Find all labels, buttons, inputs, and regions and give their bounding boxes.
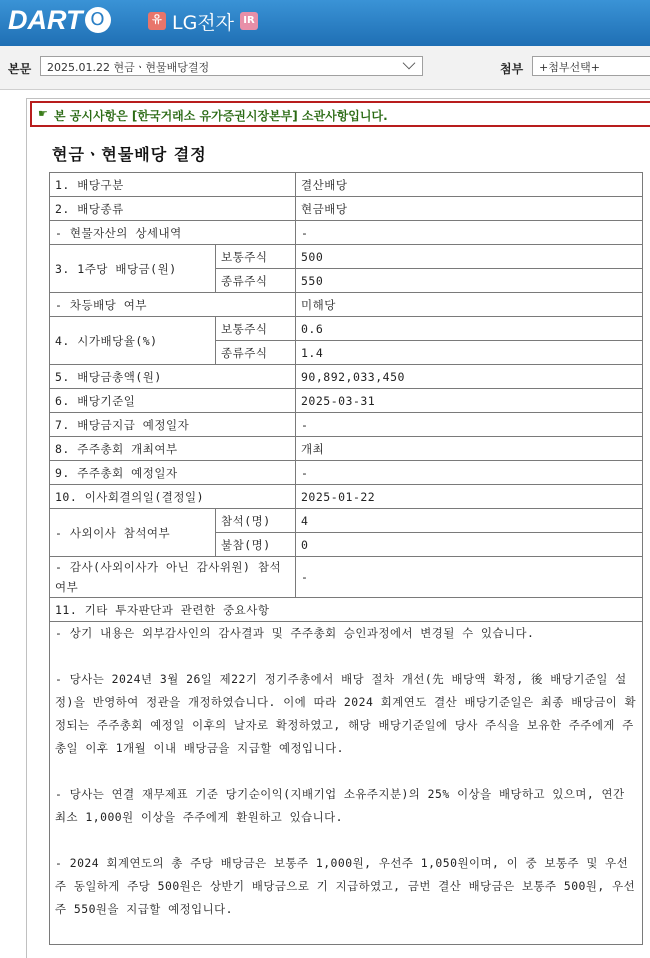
row-label: - 현물자산의 상세내역 [50,221,296,245]
remark-paragraph: - 상기 내용은 외부감사인의 감사결과 및 주주총회 승인과정에서 변경될 수 있습니다. [55,626,535,640]
table-row [50,389,643,413]
row-label: 1. 배당구분 [50,173,296,197]
row-sublabel: 보통주식 [216,245,296,269]
market-badge: 유 [148,12,166,30]
row-value: - [296,557,643,598]
document-select-bar [0,46,650,90]
logo-text: DART [8,4,83,35]
dart-logo[interactable] [8,3,111,37]
row-label: 6. 배당기준일 [50,389,296,413]
row-value: 550 [296,269,643,293]
row-sublabel: 종류주식 [216,341,296,365]
row-label: 3. 1주당 배당금(원) [50,245,216,293]
logo-mark-icon: O [85,7,111,33]
row-label: 5. 배당금총액(원) [50,365,296,389]
attachment-value: +첨부선택+ [539,61,600,74]
row-value: 0 [296,533,643,557]
row-value: 2025-01-22 [296,485,643,509]
remark-paragraph: - 당사는 연결 재무제표 기준 당기순이익(지배기업 소유주지분)의 25% 이상을 배당하고 있으며, 연간 최소 1,000원 이상을 주주에게 환원하고 있습니다. [55,787,625,824]
row-label: 10. 이사회결의일(결정일) [50,485,296,509]
row-value: 개최 [296,437,643,461]
table-row [50,485,643,509]
row-value: 0.6 [296,317,643,341]
dividend-table [49,172,643,945]
top-header-bar [0,0,650,46]
table-row [50,245,643,269]
row-value: - [296,413,643,437]
row-value: - [296,461,643,485]
remarks-cell [50,622,643,945]
row-sublabel: 종류주식 [216,269,296,293]
table-row [50,293,643,317]
main-doc-label: 본문 [8,62,32,76]
company-name[interactable]: LG전자 [172,12,235,34]
table-row [50,437,643,461]
row-label: 4. 시가배당율(%) [50,317,216,365]
notice-banner [30,101,650,127]
row-value: 1.4 [296,341,643,365]
table-row [50,197,643,221]
row-value: 4 [296,509,643,533]
table-row [50,598,643,622]
row-value: 현금배당 [296,197,643,221]
chevron-down-icon [403,57,416,70]
attachment-label: 첨부 [500,62,524,76]
notice-text: 본 공시사항은 [한국거래소 유가증권시장본부] 소관사항입니다. [54,109,388,123]
row-value: 500 [296,245,643,269]
row-label: - 감사(사외이사가 아닌 감사위원) 참석여부 [50,557,296,598]
table-row [50,557,643,598]
row-label: - 사외이사 참석여부 [50,509,216,557]
remark-paragraph: - 당사는 2024년 3월 26일 제22기 정기주총에서 배당 절차 개선(先 배당액 확정, 後 배당기준일 설정)을 반영하여 정관을 개정하였습니다. 이에 따라 2024 회계연도 결산 배당기준일은 최종 배당금이 확정되는 주주총회 예정일 이후의 날자로 확정하였고, 해당 배당기준일에 당사 주식을 보유한 주주에게 주총일 이후 1개월 이내 배당금을 지급할 예정입니다. [55,672,637,755]
attachment-select[interactable] [532,56,650,76]
row-value: 90,892,033,450 [296,365,643,389]
table-row [50,461,643,485]
row-value: 2025-03-31 [296,389,643,413]
table-row [50,317,643,341]
page-title: 현금ㆍ현물배당 결정 [52,145,207,164]
row-label: 8. 주주총회 개최여부 [50,437,296,461]
table-row [50,509,643,533]
main-doc-select[interactable] [40,56,423,76]
main-doc-value: 2025.01.22 현금ㆍ현물배당결정 [47,61,210,74]
ir-badge[interactable]: IR [240,12,258,30]
row-value: 미해당 [296,293,643,317]
row-sublabel: 참석(명) [216,509,296,533]
remark-paragraph: - 2024 회계연도의 총 주당 배당금은 보통주 1,000원, 우선주 1,050원이며, 이 중 보통주 및 우선주 동일하게 주당 500원은 상반기 배당금으로 기 지급하였고, 금번 결산 배당금은 보통주 500원, 우선주 550원을 지급할 예정입니다. [55,856,636,916]
row-label: - 차등배당 여부 [50,293,296,317]
row-label: 2. 배당종류 [50,197,296,221]
table-row [50,221,643,245]
table-row [50,365,643,389]
row-sublabel: 보통주식 [216,317,296,341]
section-heading: 11. 기타 투자판단과 관련한 중요사항 [50,598,643,622]
row-label: 9. 주주총회 예정일자 [50,461,296,485]
pointing-hand-icon: ☛ [38,107,48,120]
table-row [50,413,643,437]
row-label: 7. 배당금지급 예정일자 [50,413,296,437]
row-value: 결산배당 [296,173,643,197]
row-sublabel: 불참(명) [216,533,296,557]
table-row [50,622,643,945]
row-value: - [296,221,643,245]
table-row [50,173,643,197]
